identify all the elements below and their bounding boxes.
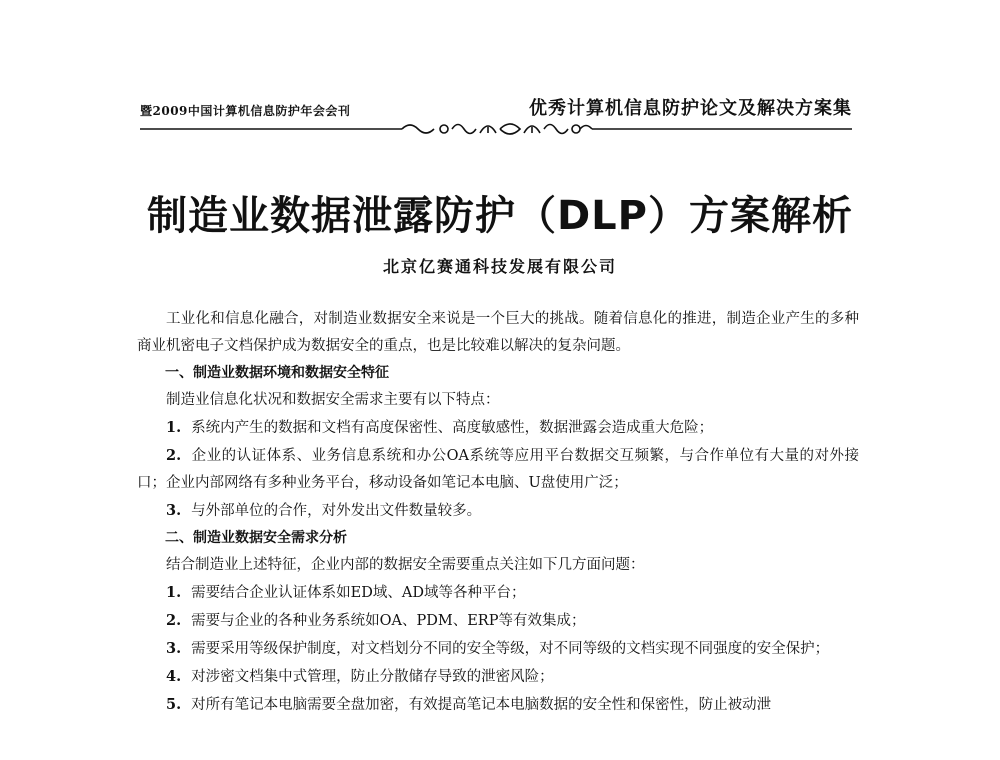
item-number: 4. <box>166 668 182 685</box>
page-title: 制造业数据泄露防护（DLP）方案解析 <box>146 193 853 239</box>
list-item <box>137 635 859 663</box>
section-heading: 二、制造业数据安全需求分析 <box>165 530 347 546</box>
item-text: 需要采用等级保护制度，对文档划分不同的安全等级，对不同等级的文档实现不同强度的安全保护； <box>191 641 830 657</box>
list-item <box>137 497 859 525</box>
article-body <box>137 306 859 719</box>
item-text: 与外部单位的合作，对外发出文件数量较多。 <box>191 503 482 519</box>
list-item <box>137 579 859 607</box>
list-item <box>137 663 859 691</box>
running-header-left: 暨2009中国计算机信息防护年会会刊 <box>140 104 351 118</box>
list-item <box>137 442 859 497</box>
item-number: 3. <box>166 502 182 519</box>
item-text: 对所有笔记本电脑需要全盘加密，有效提高笔记本电脑数据的安全性和保密性，防止被动泄 <box>191 697 772 713</box>
item-text: 需要与企业的各种业务系统如OA、PDM、ERP等有效集成； <box>191 613 586 629</box>
item-text: 企业的认证体系、业务信息系统和办公OA系统等应用平台数据交互频繁，与合作单位有大量的对外接口；企业内部网络有多种业务平台，移动设备如笔记本电脑、U盘使用广泛； <box>137 448 859 491</box>
item-number: 2. <box>166 612 182 629</box>
ornamental-divider <box>140 118 852 140</box>
list-item <box>137 691 859 719</box>
item-number: 1. <box>166 419 182 436</box>
item-text: 系统内产生的数据和文档有高度保密性、高度敏感性，数据泄露会造成重大危险； <box>191 420 714 436</box>
author-company: 北京亿赛通科技发展有限公司 <box>382 257 617 276</box>
running-header-right: 优秀计算机信息防护论文及解决方案集 <box>529 98 852 119</box>
section-heading: 一、制造业数据环境和数据安全特征 <box>165 365 389 381</box>
intro-paragraph: 工业化和信息化融合，对制造业数据安全来说是一个巨大的挑战。随着信息化的推进，制造企业产生的多种商业机密电子文档保护成为数据安全的重点，也是比较难以解决的复杂问题。 <box>137 311 859 354</box>
list-item <box>137 414 859 442</box>
item-number: 5. <box>166 696 182 713</box>
section-lead: 制造业信息化状况和数据安全需求主要有以下特点： <box>166 392 500 408</box>
item-text: 需要结合企业认证体系如ED域、AD域等各种平台； <box>191 585 526 601</box>
list-item <box>137 607 859 635</box>
item-text: 对涉密文档集中式管理，防止分散储存导致的泄密风险； <box>191 669 554 685</box>
item-number: 1. <box>166 584 182 601</box>
section-lead: 结合制造业上述特征，企业内部的数据安全需要重点关注如下几方面问题： <box>166 557 645 573</box>
item-number: 3. <box>166 640 182 657</box>
item-number: 2. <box>166 447 182 464</box>
